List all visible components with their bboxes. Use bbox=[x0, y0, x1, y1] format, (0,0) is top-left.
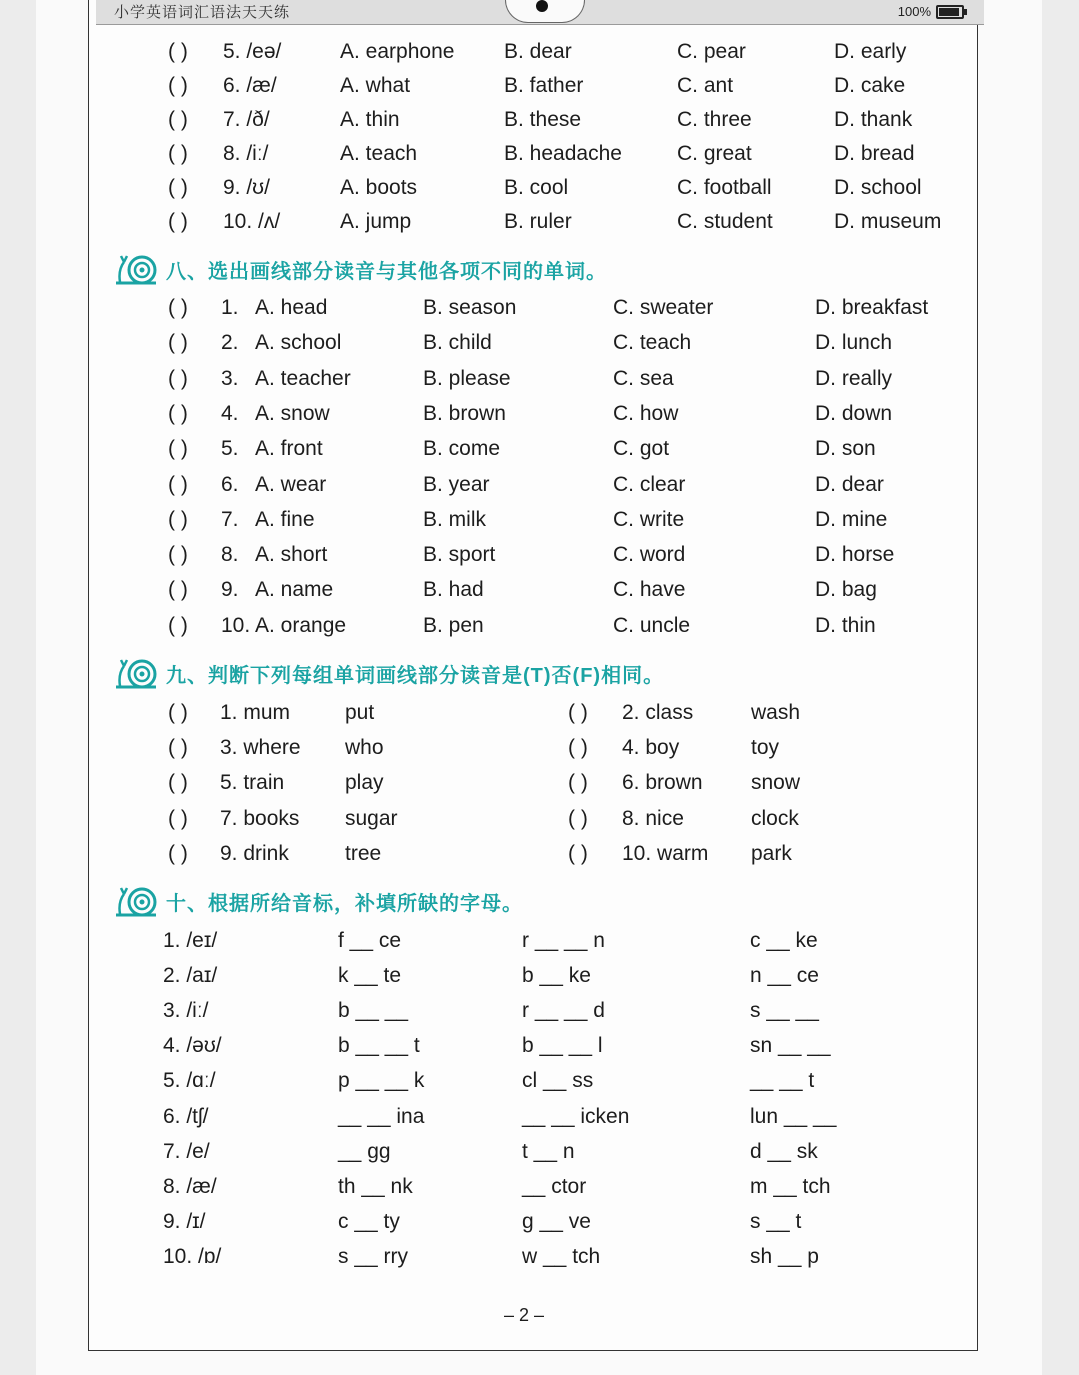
section-9-title: 九、判断下列每组单词画线部分读音是(T)否(F)相同。 bbox=[166, 664, 665, 687]
option-c: C. student bbox=[677, 210, 773, 233]
option-a: A. short bbox=[255, 543, 328, 567]
option-a: A. earphone bbox=[340, 40, 455, 63]
option-d: D. really bbox=[815, 366, 893, 390]
answer-bracket[interactable]: ( ) bbox=[168, 578, 188, 602]
option-c: C. great bbox=[677, 142, 752, 165]
answer-bracket[interactable]: ( ) bbox=[568, 806, 588, 830]
compare-word: tree bbox=[345, 841, 382, 865]
fill-word: th __ nk bbox=[338, 1174, 413, 1198]
fill-word: __ ctor bbox=[522, 1174, 587, 1198]
option-b: B. child bbox=[423, 331, 492, 355]
clip-dot-icon bbox=[536, 0, 548, 12]
section-8-title: 八、选出画线部分读音与其他各项不同的单词。 bbox=[166, 260, 607, 283]
question-word: 6. brown bbox=[622, 771, 703, 795]
question-word: 8. nice bbox=[622, 806, 684, 830]
option-c: C. have bbox=[613, 578, 686, 602]
option-c: C. word bbox=[613, 543, 686, 567]
option-d: D. bread bbox=[834, 142, 915, 165]
option-b: B. headache bbox=[504, 142, 622, 165]
fill-word: __ __ ina bbox=[338, 1104, 425, 1128]
option-a: A. teacher bbox=[255, 366, 351, 390]
option-a: A. front bbox=[255, 437, 323, 461]
fill-word: __ __ t bbox=[750, 1069, 815, 1093]
phonetic-symbol: 6. /tʃ/ bbox=[163, 1104, 209, 1128]
fill-word: __ __ icken bbox=[522, 1104, 630, 1128]
compare-word: park bbox=[751, 841, 792, 865]
option-b: B. these bbox=[504, 108, 582, 131]
option-c: C. how bbox=[613, 401, 679, 425]
section-9-heading bbox=[112, 656, 664, 690]
question-number: 7. bbox=[221, 507, 239, 531]
option-d: D. dear bbox=[815, 472, 884, 496]
question-word: 2. class bbox=[622, 701, 694, 724]
phonetic-symbol: 8. /æ/ bbox=[163, 1174, 217, 1198]
option-c: C. got bbox=[613, 437, 670, 461]
compare-word: toy bbox=[751, 736, 780, 760]
fill-word: s __ rry bbox=[338, 1244, 409, 1268]
fill-word: d __ sk bbox=[750, 1139, 818, 1163]
option-b: B. father bbox=[504, 74, 584, 97]
phonetic-symbol: 10. /ɒ/ bbox=[163, 1244, 222, 1268]
fill-word: n __ ce bbox=[750, 964, 819, 988]
option-b: B. season bbox=[423, 296, 517, 319]
option-c: C. write bbox=[613, 507, 685, 531]
question-number: 9. bbox=[221, 578, 239, 602]
option-c: C. ant bbox=[677, 74, 734, 97]
option-b: B. pen bbox=[423, 613, 484, 637]
battery-icon bbox=[936, 5, 964, 19]
answer-bracket[interactable]: ( ) bbox=[168, 210, 188, 233]
option-a: A. school bbox=[255, 331, 342, 355]
question-word: 4. boy bbox=[622, 736, 680, 760]
answer-bracket[interactable]: ( ) bbox=[168, 613, 188, 637]
option-a: A. wear bbox=[255, 472, 327, 496]
option-d: D. lunch bbox=[815, 331, 893, 355]
question-number: 5. bbox=[221, 437, 239, 461]
option-b: B. ruler bbox=[504, 210, 572, 233]
option-b: B. please bbox=[423, 366, 511, 390]
option-a: A. jump bbox=[340, 210, 412, 233]
snail-icon bbox=[112, 252, 160, 286]
question-number: 10. bbox=[221, 613, 251, 637]
option-d: D. museum bbox=[834, 210, 942, 233]
book-title: 小学英语词汇语法天天练 bbox=[114, 4, 291, 21]
snail-icon bbox=[112, 656, 160, 690]
answer-bracket[interactable]: ( ) bbox=[168, 841, 188, 865]
answer-bracket[interactable]: ( ) bbox=[168, 543, 188, 567]
answer-bracket[interactable]: ( ) bbox=[168, 40, 188, 63]
answer-bracket[interactable]: ( ) bbox=[168, 296, 188, 319]
fill-word: sh __ p bbox=[750, 1244, 819, 1268]
answer-bracket[interactable]: ( ) bbox=[168, 108, 188, 131]
answer-bracket[interactable]: ( ) bbox=[168, 507, 188, 531]
question-number: 3. bbox=[221, 366, 239, 390]
question-word: 1. mum bbox=[220, 701, 291, 724]
fill-word: g __ ve bbox=[522, 1209, 591, 1233]
option-b: B. milk bbox=[423, 507, 486, 531]
option-d: D. school bbox=[834, 176, 922, 199]
compare-word: who bbox=[345, 736, 384, 760]
fill-word: r __ __ d bbox=[522, 999, 605, 1023]
fill-word: c __ ke bbox=[750, 929, 818, 952]
question-number: 1. bbox=[221, 296, 239, 319]
phonetic-symbol: 9. /ɪ/ bbox=[163, 1209, 206, 1233]
option-a: A. thin bbox=[340, 108, 400, 131]
question-word: 10. warm bbox=[622, 841, 709, 865]
question-number: 6. bbox=[221, 472, 239, 496]
option-b: B. cool bbox=[504, 176, 569, 199]
fill-word: m __ tch bbox=[750, 1174, 831, 1198]
answer-bracket[interactable]: ( ) bbox=[168, 331, 188, 355]
option-d: D. down bbox=[815, 401, 893, 425]
phonetic-symbol: 3. /iː/ bbox=[163, 999, 209, 1023]
fill-word: t __ n bbox=[522, 1139, 575, 1163]
answer-bracket[interactable]: ( ) bbox=[568, 841, 588, 865]
compare-word: snow bbox=[751, 771, 801, 795]
fill-word: b __ ke bbox=[522, 964, 591, 988]
compare-word: clock bbox=[751, 806, 799, 830]
question-number: 9. /ʊ/ bbox=[223, 176, 270, 199]
option-d: D. breakfast bbox=[815, 296, 929, 319]
question-number: 7. /ð/ bbox=[223, 108, 270, 131]
option-a: A. what bbox=[340, 74, 411, 97]
fill-word: r __ __ n bbox=[522, 929, 605, 952]
fill-word: sn __ __ bbox=[750, 1034, 831, 1058]
fill-word: lun __ __ bbox=[750, 1104, 837, 1128]
section-10-title: 十、根据所给音标，补填所缺的字母。 bbox=[166, 892, 523, 915]
option-d: D. cake bbox=[834, 74, 906, 97]
option-d: D. thank bbox=[834, 108, 913, 131]
fill-word: c __ ty bbox=[338, 1209, 400, 1233]
answer-bracket[interactable]: ( ) bbox=[168, 771, 188, 795]
option-b: B. brown bbox=[423, 401, 506, 425]
option-c: C. three bbox=[677, 108, 752, 131]
answer-bracket[interactable]: ( ) bbox=[168, 142, 188, 165]
question-number: 2. bbox=[221, 331, 239, 355]
compare-word: sugar bbox=[345, 806, 398, 830]
option-d: D. mine bbox=[815, 507, 888, 531]
answer-bracket[interactable]: ( ) bbox=[568, 736, 588, 760]
option-a: A. fine bbox=[255, 507, 315, 531]
answer-bracket[interactable]: ( ) bbox=[168, 366, 188, 390]
battery-status bbox=[898, 4, 964, 19]
option-b: B. come bbox=[423, 437, 501, 461]
answer-bracket[interactable]: ( ) bbox=[168, 176, 188, 199]
question-word: 5. train bbox=[220, 771, 285, 795]
question-number: 10. /ʌ/ bbox=[223, 210, 281, 233]
answer-bracket[interactable]: ( ) bbox=[168, 806, 188, 830]
option-c: C. teach bbox=[613, 331, 692, 355]
option-a: A. orange bbox=[255, 613, 347, 637]
compare-word: put bbox=[345, 701, 375, 724]
battery-percent: 100% bbox=[897, 4, 931, 19]
option-a: A. teach bbox=[340, 142, 418, 165]
fill-word: w __ tch bbox=[522, 1244, 601, 1268]
option-c: C. clear bbox=[613, 472, 686, 496]
question-number: 4. bbox=[221, 401, 239, 425]
option-c: C. sea bbox=[613, 366, 674, 390]
phonetic-symbol: 2. /aɪ/ bbox=[163, 964, 218, 988]
option-a: A. snow bbox=[255, 401, 330, 425]
option-c: C. pear bbox=[677, 40, 746, 63]
phonetic-symbol: 5. /ɑː/ bbox=[163, 1069, 216, 1093]
fill-word: b __ __ bbox=[338, 999, 409, 1023]
answer-bracket[interactable]: ( ) bbox=[568, 771, 588, 795]
answer-bracket[interactable]: ( ) bbox=[168, 736, 188, 760]
phonetic-symbol: 1. /eɪ/ bbox=[163, 929, 218, 952]
answer-bracket[interactable]: ( ) bbox=[168, 437, 188, 461]
question-number: 6. /æ/ bbox=[223, 74, 277, 97]
question-word: 9. drink bbox=[220, 841, 289, 865]
option-d: D. thin bbox=[815, 613, 876, 637]
option-d: D. horse bbox=[815, 543, 895, 567]
option-d: D. early bbox=[834, 40, 907, 63]
answer-bracket[interactable]: ( ) bbox=[568, 701, 588, 724]
option-a: A. boots bbox=[340, 176, 418, 199]
fill-word: s __ t bbox=[750, 1209, 802, 1233]
option-b: B. dear bbox=[504, 40, 572, 63]
answer-bracket[interactable]: ( ) bbox=[168, 401, 188, 425]
question-word: 3. where bbox=[220, 736, 301, 760]
fill-word: __ gg bbox=[338, 1139, 391, 1163]
snail-icon bbox=[112, 884, 160, 918]
answer-bracket[interactable]: ( ) bbox=[168, 701, 188, 724]
question-number: 8. /iː/ bbox=[223, 142, 269, 165]
option-a: A. head bbox=[255, 296, 328, 319]
question-number: 5. /eə/ bbox=[223, 40, 282, 63]
section-10-heading bbox=[112, 884, 523, 918]
page-number: – 2 – bbox=[504, 1305, 545, 1325]
compare-word: play bbox=[345, 771, 384, 795]
option-c: C. sweater bbox=[613, 296, 714, 319]
fill-word: b __ __ t bbox=[338, 1034, 420, 1058]
fill-word: f __ ce bbox=[338, 929, 402, 952]
option-b: B. sport bbox=[423, 543, 496, 567]
fill-word: p __ __ k bbox=[338, 1069, 425, 1093]
fill-word: cl __ ss bbox=[522, 1069, 594, 1093]
option-b: B. year bbox=[423, 472, 490, 496]
phonetic-symbol: 7. /e/ bbox=[163, 1139, 210, 1163]
option-c: C. football bbox=[677, 176, 772, 199]
option-c: C. uncle bbox=[613, 613, 691, 637]
option-a: A. name bbox=[255, 578, 334, 602]
section-8-heading bbox=[112, 252, 607, 286]
question-word: 7. books bbox=[220, 806, 300, 830]
fill-word: s __ __ bbox=[750, 999, 819, 1023]
fill-word: b __ __ l bbox=[522, 1034, 603, 1058]
question-number: 8. bbox=[221, 543, 239, 567]
option-d: D. bag bbox=[815, 578, 877, 602]
phonetic-symbol: 4. /əʊ/ bbox=[163, 1034, 222, 1058]
option-d: D. son bbox=[815, 437, 876, 461]
compare-word: wash bbox=[751, 701, 801, 724]
fill-word: k __ te bbox=[338, 964, 402, 988]
answer-bracket[interactable]: ( ) bbox=[168, 74, 188, 97]
answer-bracket[interactable]: ( ) bbox=[168, 472, 188, 496]
option-b: B. had bbox=[423, 578, 484, 602]
